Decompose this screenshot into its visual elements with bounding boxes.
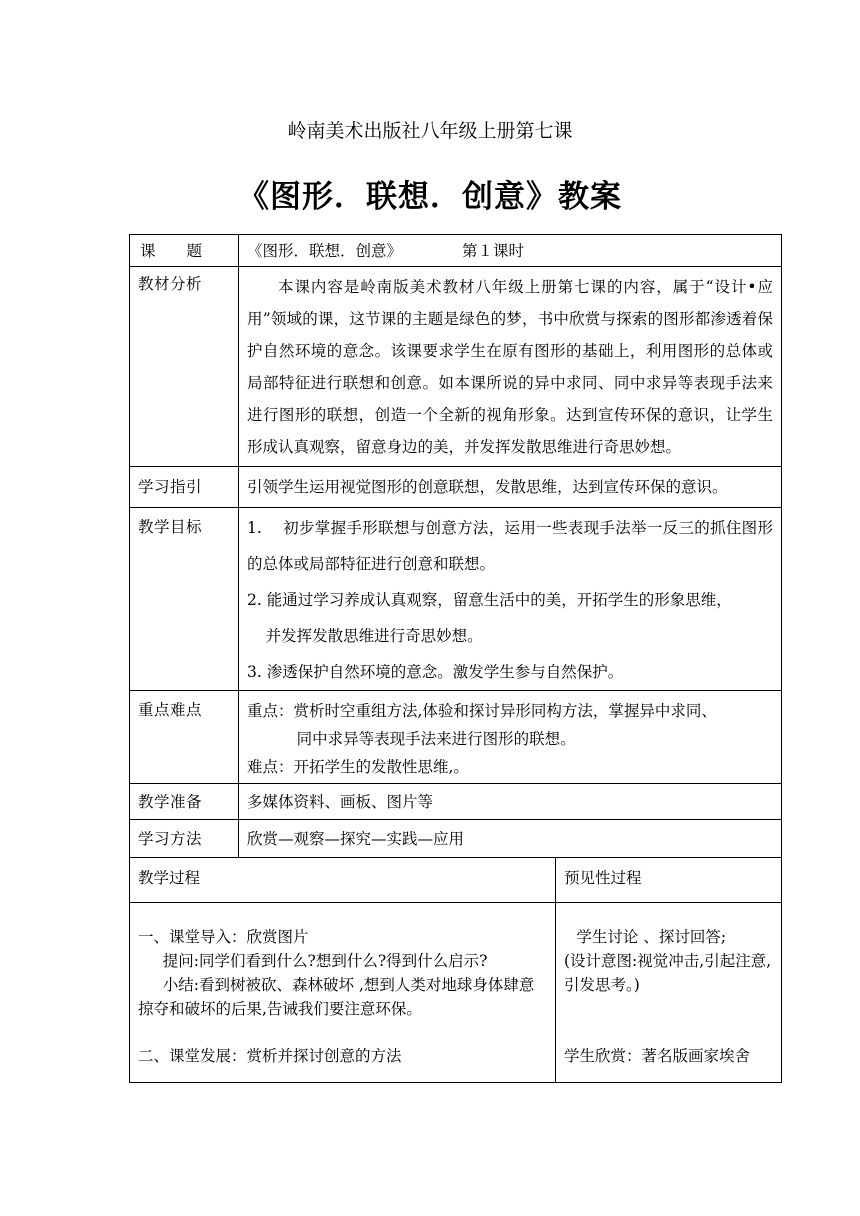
preparation-text: 多媒体资料、画板、图片等 bbox=[247, 793, 434, 811]
value-guide bbox=[239, 467, 782, 508]
row-keypoints bbox=[130, 691, 782, 784]
foresight-1: 学生讨论 、探讨回答; bbox=[576, 928, 727, 946]
keypoint-line-3: 难点：开拓学生的发散性思维,。 bbox=[247, 758, 469, 776]
row-topic bbox=[130, 235, 782, 267]
label-preparation-text: 教学准备 bbox=[138, 793, 203, 811]
label-analysis-text: 教材分析 bbox=[138, 275, 203, 293]
label-method bbox=[130, 820, 239, 858]
intro-title: 一、课堂导入：欣赏图片 bbox=[138, 928, 309, 946]
value-objectives bbox=[239, 508, 782, 691]
label-method-text: 学习方法 bbox=[138, 830, 203, 848]
value-topic bbox=[239, 235, 782, 267]
row-process-body bbox=[130, 903, 782, 1083]
label-topic bbox=[130, 235, 239, 267]
value-preparation bbox=[239, 784, 782, 820]
row-guide bbox=[130, 467, 782, 508]
objective-3: 3. 渗透保护自然环境的意念。激发学生参与自然保护。 bbox=[247, 663, 624, 681]
label-keypoints bbox=[130, 691, 239, 784]
value-method bbox=[239, 820, 782, 858]
process-body-left bbox=[130, 903, 556, 1083]
guide-text: 引领学生运用视觉图形的创意联想，发散思维，达到宣传环保的意识。 bbox=[247, 478, 728, 496]
document-subtitle: 岭南美术出版社八年级上册第七课 bbox=[287, 120, 573, 142]
keypoint-line-2: 同中求异等表现手法来进行图形的联想。 bbox=[296, 730, 576, 748]
label-topic-text: 课 题 bbox=[140, 242, 203, 260]
label-objectives bbox=[130, 508, 239, 691]
topic-title: 《图形．联想．创意》 bbox=[247, 242, 403, 260]
label-guide-text: 学习指引 bbox=[138, 478, 203, 496]
intro-summary: 小结:看到树被砍、森林破坏 ,想到人类对地球身体肆意掠夺和破坏的后果,告诫我们要注意环保。 bbox=[138, 976, 535, 1018]
keypoint-line-1: 重点：赏析时空重组方法,体验和探讨异形同构方法，掌握异中求同、 bbox=[247, 702, 717, 720]
value-analysis bbox=[239, 267, 782, 467]
label-guide bbox=[130, 467, 239, 508]
foresight-3: 学生欣赏：著名版画家埃舍 bbox=[564, 1047, 751, 1065]
row-process-header bbox=[130, 858, 782, 903]
intro-question: 提问:同学们看到什么?想到什么?得到什么启示? bbox=[162, 952, 488, 970]
label-objectives-text: 教学目标 bbox=[138, 518, 203, 536]
objective-2b: 并发挥发散思维进行奇思妙想。 bbox=[265, 627, 483, 645]
analysis-text: 本课内容是岭南版美术教材八年级上册第七课的内容，属于“设计•应用”领域的课，这节课的主题是绿色的梦，书中欣赏与探索的图形都渗透着保护自然环境的意念。该课要求学生在原有图形的基础上，利用图形的总体或局部特征进行联想和创意。如本课所说的异中求同、同中求异等表现手法来进行图形的联想，创造一个全新的视角形象。达到宣传环保的意识，让学生形成认真观察，留意身边的美，并发挥发散思维进行奇思妙想。 bbox=[247, 278, 773, 456]
document-title: 《图形．联想．创意》教案 bbox=[238, 179, 622, 215]
process-header-right-text: 预见性过程 bbox=[564, 869, 642, 887]
topic-period: 第１课时 bbox=[462, 242, 525, 260]
label-preparation bbox=[130, 784, 239, 820]
row-analysis bbox=[130, 267, 782, 467]
row-preparation bbox=[130, 784, 782, 820]
process-header-left-text: 教学过程 bbox=[138, 869, 201, 887]
row-objectives bbox=[130, 508, 782, 691]
process-header-left bbox=[130, 858, 556, 903]
value-keypoints bbox=[239, 691, 782, 784]
label-keypoints-text: 重点难点 bbox=[138, 701, 203, 719]
foresight-2: (设计意图:视觉冲击,引起注意,引发思考。) bbox=[564, 952, 772, 994]
process-body-right bbox=[556, 903, 782, 1083]
label-analysis bbox=[130, 267, 239, 467]
row-method bbox=[130, 820, 782, 858]
development-title: 二、课堂发展：赏析并探讨创意的方法 bbox=[138, 1047, 402, 1065]
objective-2a: 2. 能通过学习养成认真观察，留意生活中的美，开拓学生的形象思维， bbox=[247, 591, 732, 609]
lesson-plan-table bbox=[129, 234, 782, 1083]
process-header-right bbox=[556, 858, 782, 903]
objective-1: 1. 初步掌握手形联想与创意方法，运用一些表现手法举一反三的抓住图形的总体或局部特征进行创意和联想。 bbox=[247, 519, 773, 573]
method-text: 欣赏—观察—探究—实践—应用 bbox=[247, 830, 465, 848]
